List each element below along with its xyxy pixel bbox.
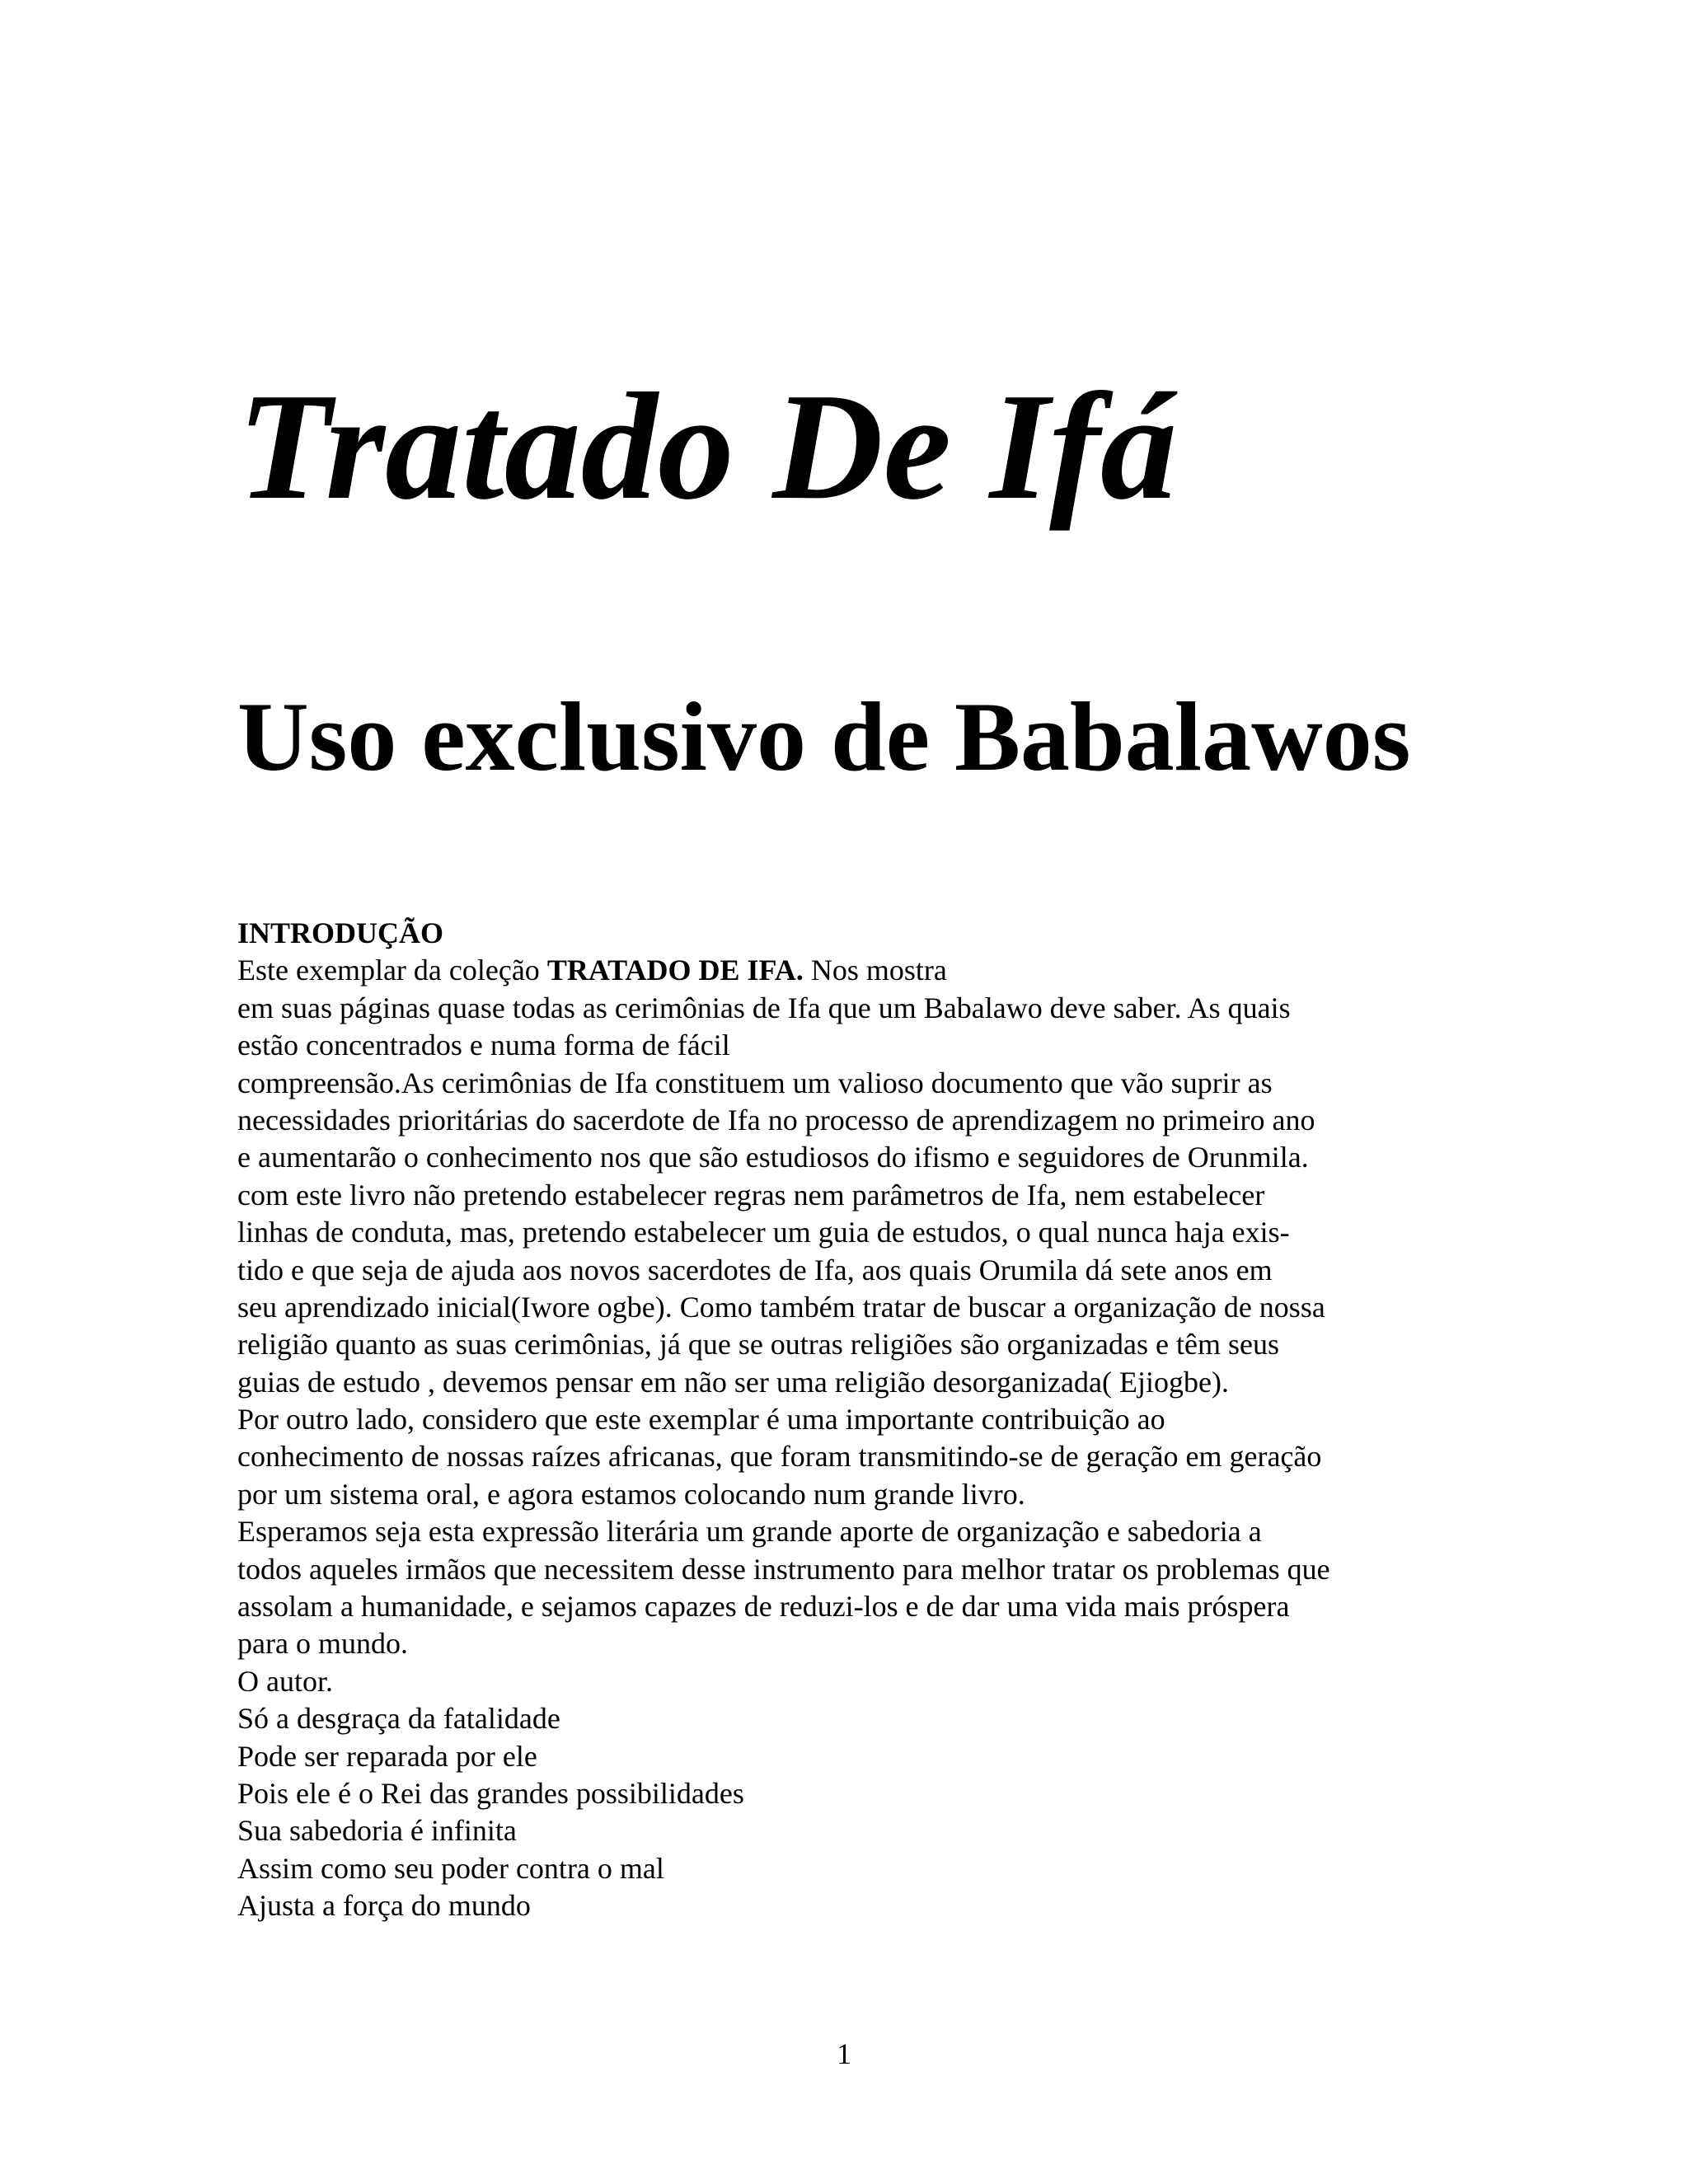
- verse-line: Pode ser reparada por ele: [237, 1739, 537, 1773]
- introduction-heading: INTRODUÇÃO: [237, 916, 444, 949]
- text-line: assolam a humanidade, e sejamos capazes de reduzi-los e de dar uma vida mais próspera: [237, 1590, 1290, 1624]
- page-number: 1: [837, 2037, 851, 2070]
- text-line: linhas de conduta, mas, pretendo estabelecer um guia de estudos, o qual nunca haja exis-: [237, 1216, 1290, 1249]
- text-line: Por outro lado, considero que este exemplar é uma importante contribuição ao: [237, 1403, 1165, 1436]
- text-line: Esperamos seja esta expressão literária um grande aporte de organização e sabedoria a: [237, 1515, 1262, 1549]
- text-line: por um sistema oral, e agora estamos colocando num grande livro.: [237, 1477, 1025, 1511]
- text-line: [237, 952, 1474, 989]
- verse-line: Só a desgraça da fatalidade: [237, 1702, 560, 1736]
- document-title: Tratado De Ifá: [237, 362, 1177, 532]
- collection-name: TRATADO DE IFA.: [546, 954, 804, 987]
- text-line: e aumentarão o conhecimento nos que são estudiosos do ifismo e seguidores de Orunmila.: [237, 1141, 1309, 1174]
- verse-line: Pois ele é o Rei das grandes possibilidades: [237, 1776, 744, 1810]
- verse-line: Sua sabedoria é infinita: [237, 1814, 517, 1848]
- text-line: guias de estudo , devemos pensar em não ser uma religião desorganizada( Ejiogbe).: [237, 1365, 1229, 1399]
- text-line: estão concentrados e numa forma de fácil: [237, 1029, 730, 1062]
- verse-line: Assim como seu poder contra o mal: [237, 1851, 664, 1885]
- text-line: em suas páginas quase todas as cerimônias de Ifa que um Babalawo deve saber. As quais: [237, 991, 1291, 1024]
- text-line: todos aqueles irmãos que necessitem desse instrumento para melhor tratar os problemas que: [237, 1552, 1330, 1586]
- verse-line: Ajusta a força do mundo: [237, 1889, 531, 1923]
- text-line-suffix: Nos mostra: [803, 954, 947, 987]
- text-line: conhecimento de nossas raízes africanas, que foram transmitindo-se de geração em geração: [237, 1440, 1322, 1474]
- text-line: com este livro não pretendo estabelecer regras nem parâmetros de Ifa, nem estabelecer: [237, 1178, 1265, 1212]
- text-line: necessidades prioritárias do sacerdote de Ifa no processo de aprendizagem no primeiro ano: [237, 1103, 1315, 1137]
- document-subtitle: Uso exclusivo de Babalawos: [237, 682, 1411, 791]
- text-line: religião quanto as suas cerimônias, já que se outras religiões são organizadas e têm seus: [237, 1328, 1279, 1361]
- text-line-prefix: Este exemplar da coleção: [237, 954, 547, 987]
- introduction-section: [237, 915, 1474, 1925]
- text-line: para o mundo.: [237, 1627, 408, 1661]
- text-line: tido e que seja de ajuda aos novos sacerdotes de Ifa, aos quais Orumila dá sete anos em: [237, 1253, 1273, 1286]
- text-line: seu aprendizado inicial(Iwore ogbe). Como também tratar de buscar a organização de nossa: [237, 1290, 1325, 1324]
- text-line: compreensão.As cerimônias de Ifa constituem um valioso documento que vão suprir as: [237, 1066, 1273, 1099]
- author-signoff: O autor.: [237, 1664, 333, 1698]
